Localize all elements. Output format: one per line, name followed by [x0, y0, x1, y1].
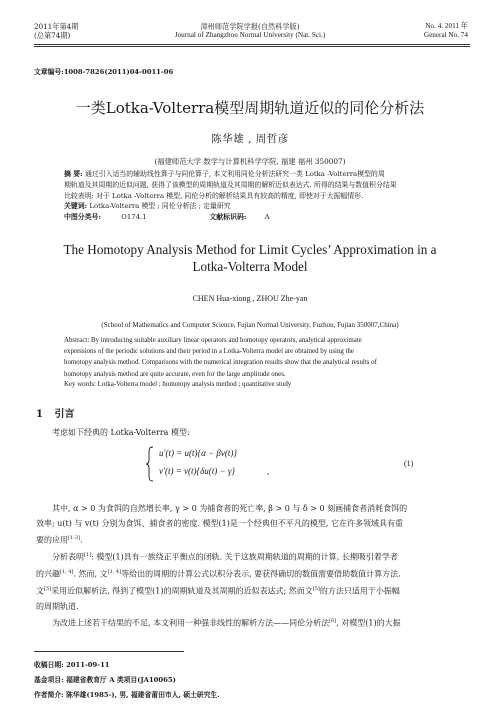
authors-cn: 陈华雄 , 周哲彦 — [211, 133, 289, 145]
total-issue-label: (总第74期) — [34, 31, 71, 40]
left-brace-icon — [145, 446, 155, 482]
header-rule — [34, 44, 470, 45]
body-text — [36, 502, 466, 631]
equation-line-2: v′(t) = v(t){δu(t) − γ} — [159, 466, 236, 476]
equation-line-1: u′(t) = u(t){α − βv(t)} — [159, 448, 237, 458]
intro-text: 考虑如下经典的 Lotka-Volterra 模型: — [52, 428, 190, 437]
citation: [5] — [44, 586, 52, 593]
journal-name-cn: 漳州师范学院学报(自然科学版) — [200, 22, 300, 31]
para2-line3: 文[5]采用近似解析法, 得到了模型(1)的周期轨道及其周期的近似表达式; 然而文[5]的方法只适用于小振幅 — [36, 586, 400, 597]
general-number: General No. 74 — [423, 31, 468, 39]
classification-line: 中图分类号: O174.1 文献标识码: A — [64, 213, 270, 222]
abstract-en-line1: Abstract: By introducing suitable auxiliary linear operators and homotopy operators, analytical approximate — [64, 337, 362, 344]
keywords-cn: 关键词: Lotka-Volterra 模型 ; 同伦分析法 ; 定量研究 — [64, 202, 231, 211]
citation: [6] — [329, 618, 337, 625]
abstract-cn-line1: 摘 要: 通过引入适当的辅助线性算子与同伦算子, 本文利用同伦分析法研究一类 Lotka -Volterra模型的周 — [64, 170, 385, 178]
header-rule-thin — [34, 46, 470, 47]
citation: [1, 4] — [60, 569, 74, 576]
equation-number: (1) — [404, 459, 414, 468]
citation: [5] — [312, 586, 320, 593]
para1-line1: 其中, α > 0 为食饵的自然增长率, γ > 0 为捕食者的死亡率, β > 0 与 δ > 0 刻画捕食者消耗食饵的 — [52, 504, 408, 513]
footnote-fund: 基金项目: 福建省教育厅 A 类项目(JA10065) — [34, 676, 176, 684]
article-id: 文章编号:1008-7826(2011)04-0011-06 — [34, 68, 174, 76]
citation: [1, 4] — [107, 569, 122, 576]
abstract-cn — [64, 169, 444, 223]
section-heading — [36, 405, 74, 420]
issue-number-en: No. 4. 2011 年 — [425, 22, 468, 30]
footnote-rule — [34, 651, 184, 652]
issue-label: 2011年第4期 — [34, 22, 79, 31]
authors-en: CHEN Hua-xiong , ZHOU Zhe-yan — [192, 294, 308, 303]
para2-line2: 的兴趣[1, 4]. 然而, 文[1, 4]等给出的周期的计算公式以积分表示, 要获得确切的数值需要借助数值计算方法. — [36, 569, 401, 579]
citation: [1] — [84, 552, 92, 559]
equation-system — [145, 446, 270, 482]
para1-line3: 要的应用[1-3]. — [36, 535, 83, 545]
journal-name-en: Journal of Zhangzhou Normal University (Nat. Sci.) — [174, 31, 326, 39]
para2-line1: 分析表明[1]: 模型(1)具有一族绕正平衡点的闭轨. 关于这族周期轨道的周期的计算, 长期吸引着学者 — [52, 552, 398, 562]
abstract-en-line3: homotopy analysis method. Comparisons with the numerical integration results show that the analytical results of — [64, 359, 377, 367]
abstract-en-line4: homotopy analysis method are quite accurate, even for the large amplitude ones. — [64, 370, 286, 378]
para3-line1: 为改进上述若干结果的不足, 本文利用一种强非线性的解析方法——同伦分析法[6], 对模型(1)的大振 — [52, 618, 401, 628]
title-en — [0, 241, 500, 275]
affiliation-en: (School of Mathematics and Computer Science, Fujian Normal University, Fuzhou, Fujian 350007,China) — [101, 321, 399, 329]
abstract-cn-line2: 期轨道及其周期的近似问题, 获得了该模型的周期轨道及其周期的解析近似表达式. 所得的结果与数值积分结果 — [64, 180, 397, 189]
abstract-en — [64, 335, 432, 380]
affiliation-cn: (福建师范大学 数学与计算机科学学院, 福建 福州 350007) — [154, 157, 346, 166]
keywords-en: Key words: Lotka-Volterra model ; homotopy analysis method ; quantitative study — [64, 381, 292, 388]
abstract-cn-line3: 比较表明: 对于 Lotka -Volterra 模型, 同伦分析的解析结果具有较高的精度, 即使对于大振幅情形. — [64, 191, 364, 200]
footnote-received: 收稿日期: 2011-09-11 — [34, 661, 110, 669]
header-right — [424, 22, 468, 40]
para2-line4: 的周期轨道. — [36, 601, 79, 611]
section-number: 1 — [36, 409, 43, 420]
abstract-en-line2: expressions of the periodic solutions and their period in a Lotka-Volterra model are obtained by using the — [64, 348, 354, 356]
footnote-author: 作者简介: 陈华雄(1985-), 男, 福建省莆田市人, 硕士研究生. — [34, 691, 220, 699]
title-en-line2: Lotka-Volterra Model — [192, 259, 308, 274]
section-title: 引言 — [54, 409, 75, 420]
title-en-line1: The Homotopy Analysis Method for Limit Cycles’ Approximation in a — [63, 242, 437, 257]
abstract-cn-label: 摘 要: — [64, 170, 83, 178]
para1-line2: 效率; u(t) 与 v(t) 分别为食饵、捕食者的密度. 模型(1)是一个经典但不平凡的模型, 它在许多领域具有重 — [36, 518, 403, 528]
citation: [1-3] — [68, 535, 80, 541]
title-cn: 一类Lotka-Volterra模型周期轨道近似的同伦分析法 — [75, 99, 425, 117]
equation-trail: , — [267, 466, 270, 476]
